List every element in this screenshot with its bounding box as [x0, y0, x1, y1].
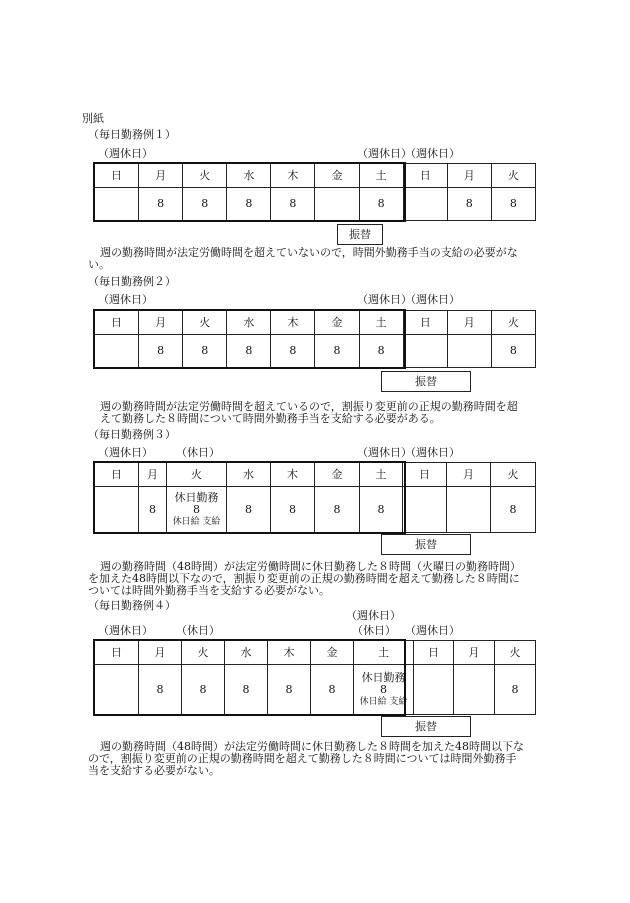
hours-cell: 8 — [139, 487, 167, 533]
day-cell: 水 — [227, 311, 271, 335]
day-cell: 日 — [403, 311, 447, 335]
note-line: い。 — [88, 258, 110, 271]
hours-cell: 8 — [139, 665, 182, 715]
hours-cell: 8 — [182, 665, 225, 715]
example4-day-row — [95, 641, 536, 665]
hours-cell: 8 — [268, 665, 311, 715]
example4-label-saturday-holiday: （休日） — [352, 624, 396, 637]
example3-title: （毎日勤務例３） — [88, 428, 176, 441]
day-cell: 日 — [95, 463, 139, 487]
day-cell: 月 — [447, 164, 491, 188]
hours-cell: 8 — [491, 335, 535, 368]
example1-day-row — [95, 164, 536, 188]
example1-label-sunday: （週休日） — [98, 147, 153, 160]
example3-note — [88, 561, 521, 597]
day-cell: 水 — [225, 641, 268, 665]
hours-cell: 8 — [360, 487, 403, 533]
hours-cell — [414, 665, 454, 715]
example4-note — [88, 741, 524, 777]
hours-cell: 8 — [271, 335, 315, 368]
example2-furikae-box: 振替 — [381, 371, 471, 392]
example3-hours-row — [95, 487, 536, 533]
example3-label-next-sunday: （週休日） — [405, 446, 460, 459]
note-line: えて勤務した８時間について時間外勤務手当を支給する必要がある。 — [100, 412, 441, 425]
day-cell: 金 — [315, 463, 360, 487]
day-cell: 日 — [95, 311, 139, 335]
day-cell: 火 — [167, 463, 227, 487]
note-line: 週の勤務時間（48時間）が法定労働時間に休日勤務した８時間（火曜日の勤務時間） — [100, 560, 521, 573]
day-cell: 金 — [315, 164, 359, 188]
example2-label-sunday: （週休日） — [98, 293, 153, 306]
example4-calendar — [94, 640, 536, 715]
note-line: ので，割振り変更前の正規の勤務時間を超えて勤務した８時間については時間外勤務手 — [88, 752, 517, 765]
example1-hours-row — [95, 188, 536, 221]
hours-cell — [447, 487, 491, 533]
example4-furikae-box: 振替 — [381, 716, 471, 737]
example2-label-saturday: （週休日） — [357, 293, 412, 306]
example2-label-next-sunday: （週休日） — [405, 293, 460, 306]
note-line: ついては時間外勤務手当を支給する必要がない。 — [88, 584, 330, 597]
hours-cell — [454, 665, 495, 715]
page-heading: 別紙 — [82, 112, 104, 125]
holiday-pay-label: 休日給 支給 — [359, 696, 408, 707]
hours-cell: 8 — [139, 335, 183, 368]
example4-label-sunday: （週休日） — [98, 624, 153, 637]
example4-label-saturday-top: （週休日） — [346, 609, 401, 622]
hours-cell: 8 — [225, 665, 268, 715]
day-cell: 土 — [360, 463, 403, 487]
day-cell: 火 — [495, 641, 536, 665]
example1-calendar — [94, 163, 536, 221]
hours-cell: 8 — [271, 487, 315, 533]
day-cell: 月 — [447, 463, 491, 487]
day-cell: 木 — [271, 164, 315, 188]
holiday-work-label: 休日勤務 — [361, 670, 406, 684]
example3-label-holiday: （休日） — [176, 446, 220, 459]
day-cell: 火 — [491, 463, 536, 487]
day-cell: 日 — [414, 641, 454, 665]
hours-cell — [447, 335, 491, 368]
hours-cell — [95, 487, 139, 533]
holiday-work-hours: 8 — [193, 502, 200, 516]
day-cell: 水 — [227, 463, 271, 487]
example3-label-sunday: （週休日） — [98, 446, 153, 459]
hours-cell: 8 — [495, 665, 536, 715]
day-cell: 金 — [315, 311, 359, 335]
example2-day-row — [95, 311, 536, 335]
example1-label-next-sunday: （週休日） — [405, 147, 460, 160]
day-cell: 月 — [139, 463, 167, 487]
hours-cell — [95, 665, 139, 715]
day-cell: 火 — [183, 164, 227, 188]
day-cell: 月 — [139, 164, 183, 188]
example3-day-row — [95, 463, 536, 487]
note-line: を加えた48時間以下なので，割振り変更前の正規の勤務時間を超えて勤務した８時間に — [88, 572, 520, 585]
day-cell: 水 — [227, 164, 271, 188]
day-cell: 月 — [447, 311, 491, 335]
example1-title: （毎日勤務例１） — [88, 128, 176, 141]
day-cell: 月 — [139, 311, 183, 335]
day-cell: 日 — [95, 641, 139, 665]
day-cell: 月 — [454, 641, 495, 665]
holiday-pay-label: 休日給 支給 — [172, 516, 221, 527]
hours-cell: 8 — [227, 487, 271, 533]
holiday-work-hours: 8 — [380, 682, 387, 696]
example2-hours-row — [95, 335, 536, 368]
hours-cell: 8 — [183, 335, 227, 368]
day-cell: 金 — [311, 641, 354, 665]
day-cell: 木 — [271, 463, 315, 487]
holiday-work-label: 休日勤務 — [174, 490, 219, 504]
example3-furikae-box: 振替 — [381, 534, 471, 555]
hours-cell — [95, 188, 139, 221]
hours-cell — [403, 487, 447, 533]
example4-hours-row — [95, 665, 536, 715]
day-cell: 火 — [491, 164, 535, 188]
example2-calendar — [94, 310, 536, 368]
day-cell: 木 — [271, 311, 315, 335]
example3-label-saturday: （週休日） — [357, 446, 412, 459]
day-cell: 火 — [182, 641, 225, 665]
example4-title: （毎日勤務例４） — [88, 599, 176, 612]
day-cell: 日 — [403, 164, 447, 188]
example2-note — [88, 401, 518, 425]
hours-cell: 8 — [359, 335, 403, 368]
day-cell: 土 — [359, 164, 403, 188]
hours-cell: 8 — [491, 188, 535, 221]
example2-title: （毎日勤務例２） — [88, 275, 176, 288]
hours-cell: 8 — [359, 188, 403, 221]
note-line: 週の勤務時間（48時間）が法定労働時間に休日勤務した８時間を加えた48時間以下な — [100, 740, 524, 753]
day-cell: 木 — [268, 641, 311, 665]
day-cell: 火 — [491, 311, 535, 335]
hours-cell: 8 — [227, 188, 271, 221]
example3-calendar — [94, 462, 536, 533]
day-cell: 土 — [354, 641, 414, 665]
day-cell: 月 — [139, 641, 182, 665]
note-line: 週の勤務時間が法定労働時間を超えていないので，時間外勤務手当の支給の必要がな — [100, 246, 518, 259]
hours-cell: 8 — [271, 188, 315, 221]
day-cell: 火 — [183, 311, 227, 335]
hours-cell: 8 — [139, 188, 183, 221]
hours-cell — [403, 188, 447, 221]
note-line: 当を支給する必要がない。 — [88, 764, 220, 777]
example4-label-next-sunday: （週休日） — [405, 624, 460, 637]
hours-cell: 8 — [311, 665, 354, 715]
hours-cell — [403, 335, 447, 368]
day-cell: 日 — [403, 463, 447, 487]
holiday-work-cell — [354, 665, 414, 715]
hours-cell — [95, 335, 139, 368]
hours-cell — [315, 188, 359, 221]
hours-cell: 8 — [183, 188, 227, 221]
holiday-work-cell — [167, 487, 227, 533]
day-cell: 土 — [359, 311, 403, 335]
hours-cell: 8 — [227, 335, 271, 368]
note-line: 週の勤務時間が法定労働時間を超えているので，割振り変更前の正規の勤務時間を超 — [100, 400, 518, 413]
example1-label-saturday: （週休日） — [357, 147, 412, 160]
hours-cell: 8 — [315, 487, 360, 533]
hours-cell: 8 — [447, 188, 491, 221]
hours-cell: 8 — [491, 487, 536, 533]
example1-note — [88, 247, 518, 271]
example4-label-holiday: （休日） — [176, 624, 220, 637]
hours-cell: 8 — [315, 335, 359, 368]
day-cell: 日 — [95, 164, 139, 188]
example1-furikae-box: 振替 — [337, 224, 383, 245]
